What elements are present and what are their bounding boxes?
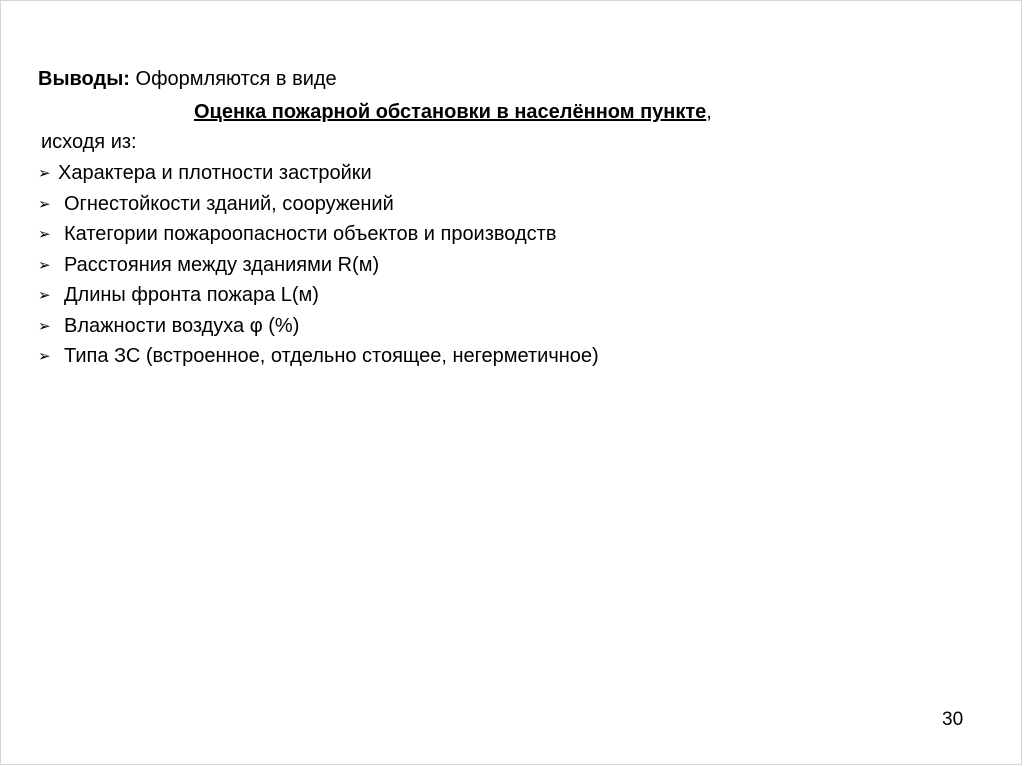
- factors-list: [38, 161, 599, 375]
- list-item-text: Категории пожароопасности объектов и производств: [64, 223, 557, 245]
- list-item-text: Влажности воздуха φ (%): [64, 314, 300, 337]
- conclusions-heading: [38, 67, 337, 91]
- basis-text: исходя из:: [41, 131, 137, 153]
- assessment-title: Оценка пожарной обстановки в населённом пункте: [194, 101, 707, 123]
- list-item-text: Типа ЗС (встроенное, отдельно стоящее, негерметичное): [64, 345, 599, 367]
- list-item: [38, 344, 599, 375]
- list-item-text: Огнестойкости зданий, сооружений: [64, 192, 394, 215]
- arrow-bullet-icon: ➢: [38, 194, 51, 213]
- list-item-text: Длины фронта пожара L(м): [64, 284, 319, 306]
- page-number: 30: [942, 709, 964, 730]
- list-item: [38, 161, 599, 192]
- arrow-bullet-icon: ➢: [38, 347, 51, 365]
- conclusions-text: Оформляются в виде: [129, 68, 337, 90]
- arrow-bullet-icon: ➢: [38, 225, 51, 243]
- arrow-bullet-icon: ➢: [38, 286, 51, 304]
- list-item: [38, 253, 599, 284]
- assessment-trailing: ,: [706, 101, 712, 123]
- list-item: [38, 222, 599, 253]
- list-item: [38, 283, 599, 314]
- conclusions-label: Выводы:: [38, 68, 130, 90]
- arrow-bullet-icon: ➢: [38, 164, 51, 182]
- list-item-text: Расстояния между зданиями R(м): [64, 253, 380, 276]
- list-item-text: Характера и плотности застройки: [58, 162, 372, 184]
- arrow-bullet-icon: ➢: [38, 316, 51, 335]
- arrow-bullet-icon: ➢: [38, 255, 51, 274]
- list-item: [38, 314, 599, 345]
- assessment-subtitle: [194, 100, 712, 124]
- list-item: [38, 192, 599, 223]
